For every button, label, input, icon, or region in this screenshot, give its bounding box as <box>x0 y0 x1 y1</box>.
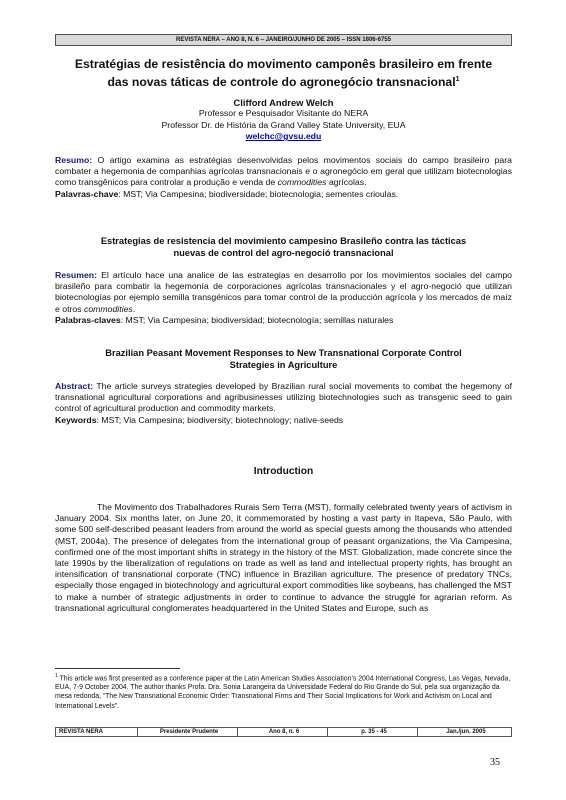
article-title <box>55 57 512 90</box>
resumo-text: O artigo examina as estratégias desenvolvidas pelos movimentos sociais do campo brasileiro para combater a hegemonia de companhias agrícolas transnacionais e o agronegócio em geral que utilizam biotecnologias como transgênicos para controlar a produção e venda de <box>55 155 512 188</box>
resumo-text-end: agrícolas. <box>326 177 367 188</box>
title-line-2: das novas táticas de controle do agronegócio transnacional <box>107 75 456 90</box>
footer-pages: p. 35 - 45 <box>328 728 418 736</box>
palabras-claves-label: Palabras-claves <box>55 314 121 325</box>
author-affiliation-1: Professor e Pesquisador Visitante do NERA <box>198 108 369 119</box>
abstract-label: Abstract: <box>55 381 94 391</box>
author-name: Clifford Andrew Welch <box>233 97 334 108</box>
author-affiliation-2: Professor Dr. de História da Grand Valley State University, EUA <box>161 119 406 130</box>
introduction-paragraph: The Movimento dos Trabalhadores Rurais Sem Terra (MST), formally celebrated twenty years of activism in January 2004. Six months later, on June 20, it commemorated by hosting a vast party in Itapeva, São Paulo, with some 500 self-described peasant leaders from around the world as special guests among the thousands who attended (MST, 2004a). The presence of delegates from the international group of peasant organizations, the Via Campesina, confirmed one of the most important shifts in strategy in the history of the MST. Globalization, made concrete since the late 1990s by the liberalization of regulations on trade as well as land and intellectual property rights, has brought an intensification of transnational corporate (TNC) influence in Brazilian agriculture. The presence of predatory TNCs, especially those engaged in biotechnology and agricultural export commodities like soybeans, has challenged the MST to make a number of strategic adjustments in order to continue to advance the struggle for agrarian reform. As transnational agricultural conglomerates headquartered in the United States and Europe, such as <box>55 502 512 613</box>
abstract-block <box>55 381 512 426</box>
author-block <box>55 97 512 143</box>
palavras-chave-label: Palavras-chave <box>55 188 119 199</box>
resumen-italic: commodities <box>83 303 133 314</box>
footer-date: Jan./jun. 2005 <box>446 729 486 735</box>
footnote-mark: 1 <box>55 673 58 679</box>
resumo-italic: commodities <box>277 177 327 188</box>
running-header: REVISTA NERA – ANO 8, N. 6 – JANEIRO/JUNHO DE 2005 – ISSN 1806-6755 <box>55 34 512 46</box>
english-title-line-2: Strategies in Agriculture <box>229 360 338 370</box>
footer-citation-table <box>55 727 512 737</box>
spanish-title-line-1: Estrategias de resistencia del movimiento campesino Brasileño contra las tácticas <box>100 236 467 246</box>
footer-city: Presidente Prudente <box>138 728 238 736</box>
palabras-claves-text: : MST; Via Campesina; biodiversidad; biotecnología; semillas naturales <box>120 314 394 325</box>
footer-journal: REVISTA NERA <box>56 728 138 736</box>
footnote-divider <box>55 668 180 669</box>
english-title <box>55 347 512 371</box>
resumo-block <box>55 155 512 200</box>
abstract-text: The article surveys strategies developed by Brazilian rural social movements to combat the hegemony of transnational agricultural corporations and agribusinesses utilizing biotechnologies such as transgenic seed to gain control of agricultural production and commodity markets. <box>55 381 512 414</box>
introduction-heading: Introduction <box>253 466 314 477</box>
resumo-label: Resumo: <box>55 155 93 165</box>
title-footnote-mark[interactable]: 1 <box>455 76 460 83</box>
keywords-text: : MST; Via Campesina; biodiversity; biotechnology; native-seeds <box>96 414 344 425</box>
title-line-1: Estratégias de resistência do movimento camponês brasileiro em frente <box>74 57 493 71</box>
footnote-text: This article was first presented as a conference paper at the Latin American Studies Association’s 2004 International Congress, Las Vegas, Nevada, EUA, 7-9 October 2004. The author thanks Profa. Dra. Sonia Larangeira da Universidade Federal do Rio Grande do Sul, pela sua organização da mesa redonda, “The New Transnational Economic Order: Transnational Firms and Their Social Implications for Work and Activism on Local and International Levels”. <box>55 675 511 710</box>
resumen-block <box>55 270 512 326</box>
resumen-text: El artículo hace una analice de las estrategias en desarrollo por los movimientos sociales del campo brasileño para combatir la hegemonía de corporaciones agrícolas transnacionales y el agro-negoció que utilizan biotecnologías por ejemplo semilla transgénicos para tomar control de la producción agrícola y los mercados de maíz e otros <box>55 270 512 314</box>
page-number: 35 <box>490 757 500 768</box>
resumen-label: Resumen: <box>55 270 97 280</box>
author-email-link[interactable]: welchc@gvsu.edu <box>245 131 322 142</box>
resumen-text-end: . <box>132 303 136 314</box>
keywords-label: Keywords <box>55 414 97 425</box>
footer-volume: Ano 8, n. 6 <box>238 728 328 736</box>
english-title-line-1: Brazilian Peasant Movement Responses to New Transnational Corporate Control <box>105 348 462 358</box>
spanish-title-line-2: nuevas de control del agro-negoció transnacional <box>173 248 394 258</box>
spanish-title <box>55 235 512 259</box>
footnote <box>55 672 512 711</box>
palavras-chave-text: : MST; Via Campesina; biodiversidade; biotecnologia; sementes crioulas. <box>118 188 399 199</box>
